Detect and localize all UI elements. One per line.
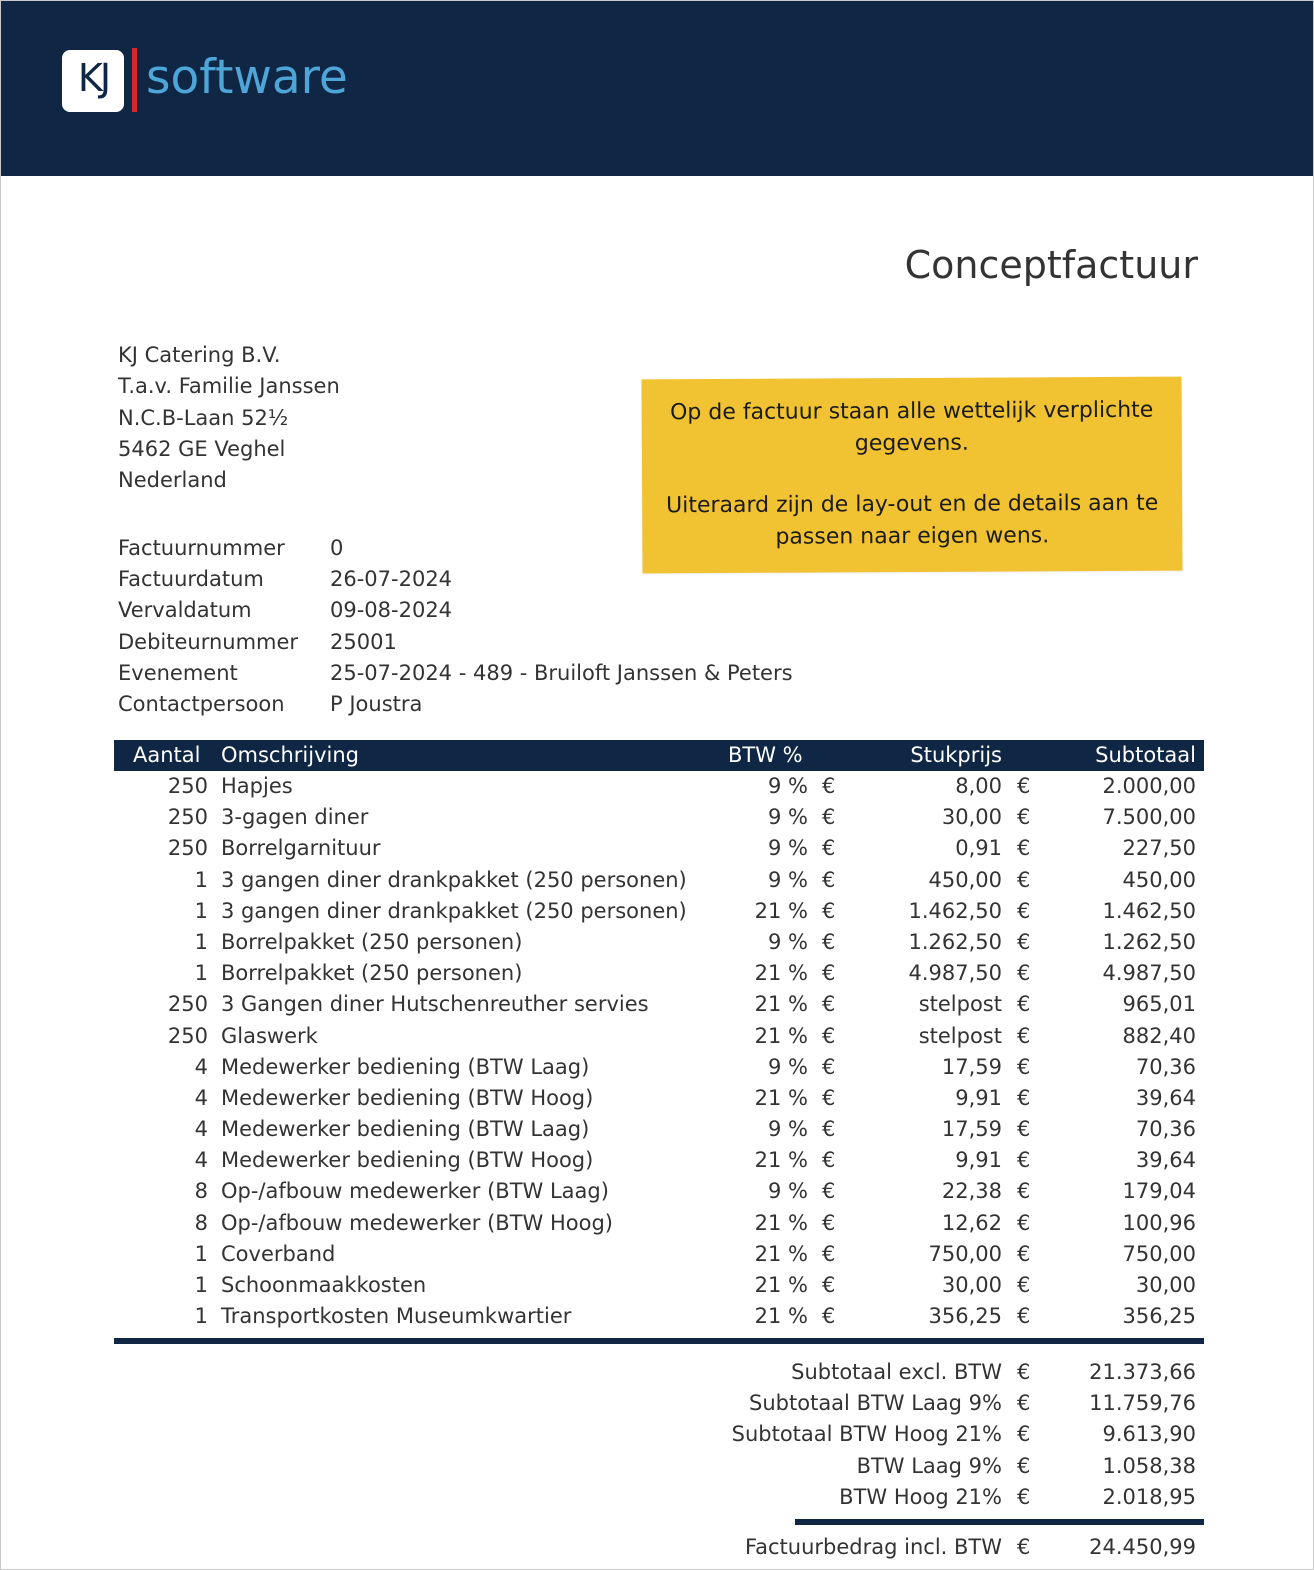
total-currency: € <box>1017 1453 1031 1478</box>
cell-qty: 1 <box>194 898 208 923</box>
cell-currency: € <box>1017 774 1031 798</box>
cell-subtotal: 450,00 <box>1122 867 1196 892</box>
cell-subtotal: 882,40 <box>1122 1023 1196 1048</box>
cell-description: Hapjes <box>221 774 293 798</box>
cell-unit-price: 750,00 <box>928 1241 1002 1266</box>
cell-currency: € <box>822 992 836 1017</box>
cell-description: Borrelgarnituur <box>221 836 381 861</box>
cell-vat: 9 % <box>768 867 808 892</box>
cell-qty: 250 <box>167 992 208 1017</box>
totals-block <box>114 1357 1204 1513</box>
total-row <box>114 1451 1204 1482</box>
total-label: BTW Laag 9% <box>856 1453 1002 1478</box>
cell-unit-price: 8,00 <box>955 774 1002 798</box>
total-value: 2.018,95 <box>1102 1484 1196 1509</box>
total-value: 11.759,76 <box>1089 1391 1196 1416</box>
cell-vat: 9 % <box>768 1117 808 1142</box>
cell-currency: € <box>822 1148 836 1173</box>
meta-value: 25-07-2024 - 489 - Bruiloft Janssen & Peters <box>330 660 793 685</box>
cell-unit-price: 450,00 <box>928 867 1002 892</box>
cell-description: Borrelpakket (250 personen) <box>221 929 523 954</box>
cell-vat: 21 % <box>754 898 808 923</box>
logo-initials: KJ <box>77 56 109 100</box>
cell-vat: 21 % <box>754 1304 808 1329</box>
cell-currency: € <box>822 1210 836 1235</box>
cell-vat: 9 % <box>768 805 808 830</box>
cell-vat: 21 % <box>754 1023 808 1048</box>
cell-currency: € <box>822 961 836 986</box>
cell-currency: € <box>1017 1054 1031 1079</box>
cell-subtotal: 7.500,00 <box>1102 805 1196 830</box>
cell-description: Coverband <box>221 1241 336 1266</box>
meta-value: P Joustra <box>330 691 423 716</box>
cell-currency: € <box>1017 1273 1031 1297</box>
cell-qty: 1 <box>194 929 208 954</box>
table-row <box>114 958 1204 989</box>
table-row <box>114 1176 1204 1207</box>
totals-rule <box>795 1519 1204 1525</box>
cell-vat: 21 % <box>754 1085 808 1110</box>
meta-value: 09-08-2024 <box>330 598 453 623</box>
cell-description: 3 Gangen diner Hutschenreuther servies <box>221 992 649 1017</box>
address-line: T.a.v. Familie Janssen <box>118 374 340 399</box>
table-row <box>114 1083 1204 1114</box>
cell-vat: 21 % <box>754 992 808 1017</box>
note-paragraph-1: Op de factuur staan alle wettelijk verplichte gegevens. <box>669 397 1154 456</box>
table-row <box>114 771 1204 802</box>
cell-qty: 250 <box>167 805 208 830</box>
cell-currency: € <box>822 1117 836 1142</box>
address-line: N.C.B-Laan 52½ <box>118 405 289 430</box>
cell-currency: € <box>1017 1117 1031 1142</box>
cell-vat: 9 % <box>768 929 808 954</box>
cell-unit-price: 30,00 <box>941 1273 1002 1297</box>
cell-unit-price: 17,59 <box>941 1054 1002 1079</box>
cell-qty: 250 <box>167 774 208 798</box>
cell-currency: € <box>1017 1304 1031 1329</box>
cell-unit-price: 1.462,50 <box>908 898 1002 923</box>
cell-currency: € <box>822 1273 836 1297</box>
cell-currency: € <box>822 805 836 830</box>
cell-subtotal: 70,36 <box>1135 1054 1196 1079</box>
cell-qty: 4 <box>194 1054 208 1079</box>
address-line: 5462 GE Veghel <box>118 436 286 461</box>
address-line: KJ Catering B.V. <box>118 343 281 367</box>
note-paragraph-2: Uiteraard zijn de lay-out en de details aan te passen naar eigen wens. <box>666 490 1159 550</box>
total-row <box>114 1388 1204 1419</box>
total-label: Subtotaal excl. BTW <box>791 1360 1002 1384</box>
table-row <box>114 989 1204 1020</box>
cell-currency: € <box>822 774 836 798</box>
cell-vat: 21 % <box>754 1241 808 1266</box>
meta-label: Factuurdatum <box>118 567 264 592</box>
total-value: 1.058,38 <box>1102 1453 1196 1478</box>
total-value: 9.613,90 <box>1102 1422 1196 1447</box>
cell-unit-price: 1.262,50 <box>908 929 1002 954</box>
total-row <box>114 1482 1204 1513</box>
cell-description: 3 gangen diner drankpakket (250 personen) <box>221 867 687 892</box>
cell-description: Transportkosten Museumkwartier <box>221 1304 572 1329</box>
cell-qty: 4 <box>194 1148 208 1173</box>
meta-label: Contactpersoon <box>118 691 285 716</box>
meta-value: 0 <box>330 536 344 560</box>
cell-currency: € <box>1017 898 1031 923</box>
cell-unit-price: 30,00 <box>941 805 1002 830</box>
cell-vat: 9 % <box>768 836 808 861</box>
col-header-price: Stukprijs <box>910 743 1002 767</box>
table-row <box>114 802 1204 833</box>
meta-row-contact <box>118 689 793 720</box>
cell-currency: € <box>1017 867 1031 892</box>
cell-currency: € <box>822 929 836 954</box>
cell-description: 3-gagen diner <box>221 805 369 830</box>
cell-qty: 8 <box>194 1179 208 1204</box>
cell-subtotal: 39,64 <box>1135 1148 1196 1173</box>
cell-qty: 8 <box>194 1210 208 1235</box>
cell-currency: € <box>1017 805 1031 830</box>
cell-vat: 21 % <box>754 1210 808 1235</box>
total-currency: € <box>1017 1422 1031 1447</box>
cell-currency: € <box>822 1241 836 1266</box>
cell-description: Op-/afbouw medewerker (BTW Laag) <box>221 1179 609 1204</box>
table-header <box>114 740 1204 771</box>
cell-subtotal: 227,50 <box>1122 836 1196 861</box>
sticky-note <box>641 377 1182 574</box>
address-line: Nederland <box>118 468 227 493</box>
cell-description: Op-/afbouw medewerker (BTW Hoog) <box>221 1210 613 1235</box>
table-row <box>114 1114 1204 1145</box>
line-items <box>114 771 1204 1332</box>
cell-unit-price: 9,91 <box>955 1148 1002 1173</box>
cell-description: Schoonmaakkosten <box>221 1273 427 1297</box>
cell-subtotal: 2.000,00 <box>1102 774 1196 798</box>
cell-description: Borrelpakket (250 personen) <box>221 961 523 986</box>
cell-subtotal: 39,64 <box>1135 1085 1196 1110</box>
table-row <box>114 1301 1204 1332</box>
total-label: Subtotaal BTW Hoog 21% <box>731 1422 1002 1447</box>
cell-qty: 1 <box>194 1241 208 1266</box>
cell-description: Glaswerk <box>221 1023 318 1048</box>
cell-qty: 250 <box>167 836 208 861</box>
total-currency: € <box>1017 1391 1031 1416</box>
grand-total-currency: € <box>1017 1535 1031 1559</box>
cell-unit-price: 0,91 <box>955 836 1002 861</box>
cell-currency: € <box>1017 929 1031 954</box>
table-row <box>114 833 1204 864</box>
cell-unit-price: 9,91 <box>955 1085 1002 1110</box>
meta-label: Debiteurnummer <box>118 629 299 654</box>
cell-unit-price: 17,59 <box>941 1117 1002 1142</box>
cell-currency: € <box>822 1085 836 1110</box>
logo-mark <box>62 50 124 112</box>
cell-description: Medewerker bediening (BTW Laag) <box>221 1117 590 1142</box>
cell-currency: € <box>822 898 836 923</box>
meta-value: 26-07-2024 <box>330 567 453 592</box>
cell-currency: € <box>822 836 836 861</box>
table-row <box>114 1239 1204 1270</box>
table-row <box>114 1021 1204 1052</box>
document-title: Conceptfactuur <box>904 243 1198 287</box>
cell-qty: 1 <box>194 1273 208 1297</box>
cell-currency: € <box>1017 1148 1031 1173</box>
cell-subtotal: 30,00 <box>1135 1273 1196 1297</box>
cell-subtotal: 70,36 <box>1135 1117 1196 1142</box>
cell-unit-price: 4.987,50 <box>908 961 1002 986</box>
cell-currency: € <box>822 867 836 892</box>
cell-currency: € <box>822 1054 836 1079</box>
cell-currency: € <box>1017 1085 1031 1110</box>
cell-vat: 9 % <box>768 1179 808 1204</box>
invoice-header <box>0 0 1314 176</box>
cell-currency: € <box>1017 1241 1031 1266</box>
cell-currency: € <box>1017 1179 1031 1204</box>
cell-currency: € <box>822 1023 836 1048</box>
cell-vat: 21 % <box>754 1273 808 1297</box>
table-row <box>114 865 1204 896</box>
cell-unit-price: 356,25 <box>928 1304 1002 1329</box>
cell-subtotal: 965,01 <box>1122 992 1196 1017</box>
logo-wordmark: software <box>146 50 348 105</box>
cell-qty: 1 <box>194 961 208 986</box>
total-row <box>114 1419 1204 1450</box>
table-bottom-rule <box>114 1338 1204 1344</box>
cell-subtotal: 4.987,50 <box>1102 961 1196 986</box>
cell-unit-price: 12,62 <box>941 1210 1002 1235</box>
cell-subtotal: 1.262,50 <box>1102 929 1196 954</box>
cell-subtotal: 750,00 <box>1122 1241 1196 1266</box>
cell-currency: € <box>1017 961 1031 986</box>
cell-currency: € <box>822 1304 836 1329</box>
cell-qty: 4 <box>194 1117 208 1142</box>
cell-description: Medewerker bediening (BTW Laag) <box>221 1054 590 1079</box>
cell-description: 3 gangen diner drankpakket (250 personen) <box>221 898 687 923</box>
total-value: 21.373,66 <box>1089 1360 1196 1384</box>
cell-subtotal: 100,96 <box>1122 1210 1196 1235</box>
table-row <box>114 1208 1204 1239</box>
recipient-address <box>118 340 340 496</box>
cell-unit-price: stelpost <box>918 1023 1002 1048</box>
cell-qty: 250 <box>167 1023 208 1048</box>
total-label: Subtotaal BTW Laag 9% <box>749 1391 1002 1416</box>
cell-currency: € <box>1017 1210 1031 1235</box>
cell-subtotal: 356,25 <box>1122 1304 1196 1329</box>
meta-value: 25001 <box>330 629 397 654</box>
table-row <box>114 1270 1204 1301</box>
col-header-qty: Aantal <box>133 743 201 767</box>
cell-vat: 9 % <box>768 774 808 798</box>
meta-label: Factuurnummer <box>118 536 285 560</box>
grand-total-value: 24.450,99 <box>1089 1535 1196 1559</box>
total-row <box>114 1357 1204 1388</box>
cell-subtotal: 179,04 <box>1122 1179 1196 1204</box>
table-row <box>114 1145 1204 1176</box>
cell-qty: 4 <box>194 1085 208 1110</box>
logo-divider <box>132 48 137 112</box>
table-row <box>114 1052 1204 1083</box>
grand-total-label: Factuurbedrag incl. BTW <box>744 1535 1002 1559</box>
cell-currency: € <box>822 1179 836 1204</box>
cell-vat: 9 % <box>768 1054 808 1079</box>
cell-description: Medewerker bediening (BTW Hoog) <box>221 1085 594 1110</box>
meta-label: Evenement <box>118 660 238 685</box>
total-currency: € <box>1017 1360 1031 1384</box>
meta-label: Vervaldatum <box>118 598 252 623</box>
total-label: BTW Hoog 21% <box>839 1484 1002 1509</box>
total-currency: € <box>1017 1484 1031 1509</box>
cell-description: Medewerker bediening (BTW Hoog) <box>221 1148 594 1173</box>
meta-row-due-date <box>118 595 793 626</box>
meta-row-debtor-number <box>118 627 793 658</box>
cell-vat: 21 % <box>754 1148 808 1173</box>
col-header-subtotal: Subtotaal <box>1095 743 1196 767</box>
col-header-desc: Omschrijving <box>221 743 359 767</box>
meta-row-event <box>118 658 793 689</box>
cell-unit-price: 22,38 <box>941 1179 1002 1204</box>
grand-total-row <box>114 1531 1204 1563</box>
table-row <box>114 927 1204 958</box>
cell-subtotal: 1.462,50 <box>1102 898 1196 923</box>
cell-vat: 21 % <box>754 961 808 986</box>
cell-currency: € <box>1017 992 1031 1017</box>
cell-qty: 1 <box>194 1304 208 1329</box>
cell-unit-price: stelpost <box>918 992 1002 1017</box>
cell-currency: € <box>1017 1023 1031 1048</box>
col-header-btw: BTW % <box>728 743 803 767</box>
cell-currency: € <box>1017 836 1031 861</box>
table-row <box>114 896 1204 927</box>
cell-qty: 1 <box>194 867 208 892</box>
